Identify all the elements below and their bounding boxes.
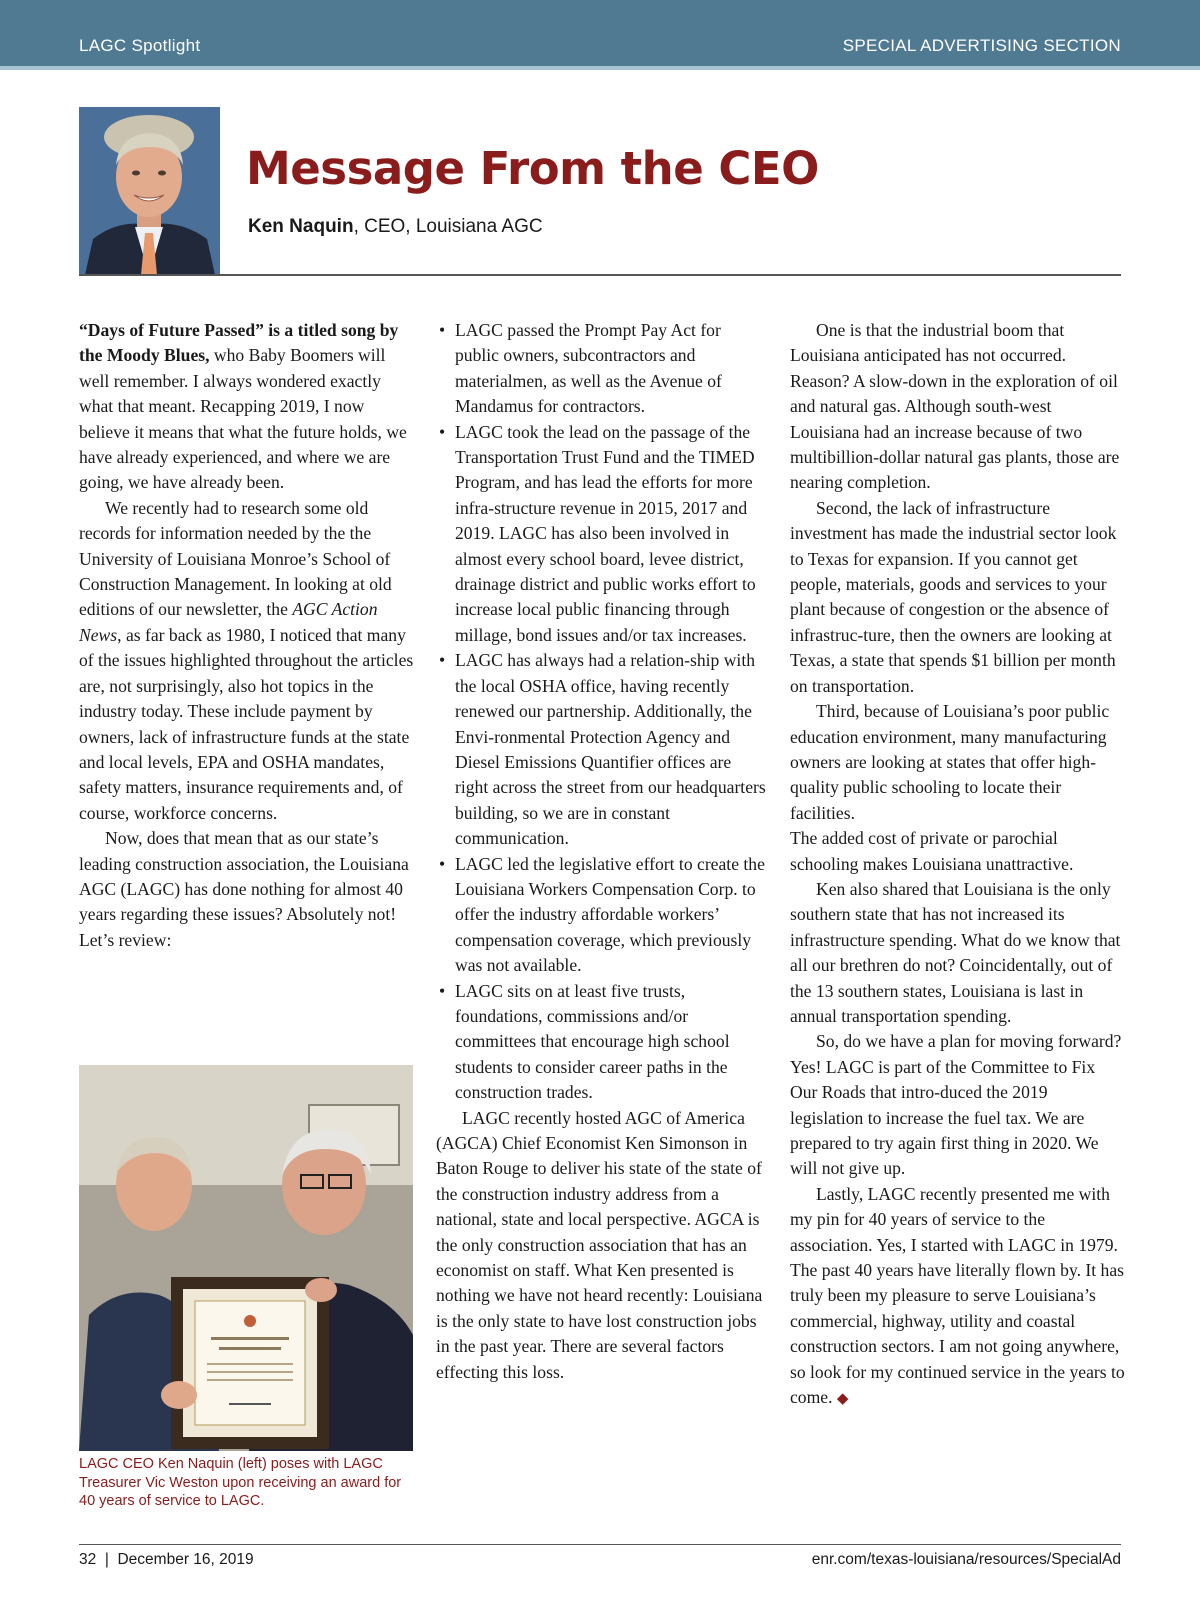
list-item-text: LAGC has always had a relation-ship with the local OSHA office, having recently renewed our partnership. Additionally, the Envi-ronmental Protection Agency and Diesel Emissions Quantifier offices are right across the street from our headquarters building, so we are in constant communication.: [455, 650, 766, 849]
col3-paragraph-3: Third, because of Louisiana’s poor public education environment, many manufacturing owners are looking at states that offer high-quality public schooling to locate their facilities.: [790, 701, 1110, 823]
list-item-text: LAGC took the lead on the passage of the Transportation Trust Fund and the TIMED Program, and has lead the efforts for more infra-structure revenue in 2015, 2017 and 2019. LAGC has also been involved in almost every school board, levee district, drainage district and public works effort to increase local public financing through millage, bond issues and/or tax increases.: [455, 421, 756, 645]
article-title: Message From the CEO: [246, 142, 819, 195]
list-item: [436, 648, 768, 851]
ceo-portrait: [79, 107, 220, 275]
end-mark-icon: ◆: [836, 1391, 849, 1408]
col2-paragraph: LAGC recently hosted AGC of America (AGCA) Chief Economist Ken Simonson in Baton Rouge to deliver his state of the state of the construction industry address from a national, state and local perspective. AGCA is the only construction association that has an economist on staff. What Ken presented is nothing we have not heard recently: Louisiana is the only state to have lost construction jobs in the past year. There are several factors effecting this loss.: [436, 1107, 763, 1382]
bullet-glyph: •: [439, 650, 446, 671]
list-item-text: LAGC led the legislative effort to create the Louisiana Workers Compensation Corp. to offer the industry affordable workers’ compensation coverage, which previously was not available.: [455, 853, 765, 976]
page-info: 32 | December 16, 2019: [79, 1551, 254, 1568]
col1-paragraph-3: Now, does that mean that as our state’s leading construction association, the Louisiana AGC (LAGC) has done nothing for almost 40 years regarding these issues? Absolutely not! Let’s review:: [79, 828, 409, 950]
col3-paragraph-6: [790, 1182, 1125, 1413]
newsletter-title: AGC Action News: [79, 599, 378, 645]
bullet-glyph: •: [439, 980, 446, 1001]
col3-paragraph-1: One is that the industrial boom that Louisiana anticipated has not occurred. Reason? A slow-down in the exploration of oil and natural gas. Although south-west Louisiana had an increase because of two multibillion-dollar natural gas plants, those are nearing completion.: [790, 320, 1120, 493]
column-1: [79, 318, 419, 953]
column-3: [790, 318, 1125, 1412]
col1-paragraph-2: [79, 496, 419, 826]
col3-paragraph-3b: The added cost of private or parochial schooling makes Louisiana unattractive.: [790, 828, 1074, 874]
photo-caption: LAGC CEO Ken Naquin (left) poses with LAGC Treasurer Vic Weston upon receiving an award for 40 years of service to LAGC.: [79, 1456, 402, 1509]
col1-p2-before: We recently had to research some old records for information needed by the the University of Louisiana Monroe’s School of Construction Management. In looking at old editions of our newsletter, the: [79, 497, 392, 620]
col3-paragraph-4: Ken also shared that Louisiana is the only southern state that has not increased its infrastructure spending. What do we know that all our brethren do not? Coincidentally, out of the 13 southern states, Louisiana is last in annual transportation spending.: [790, 878, 1121, 1026]
byline: [248, 216, 543, 238]
col1-paragraph-1: [79, 318, 419, 496]
advertising-label: SPECIAL ADVERTISING SECTION: [842, 36, 1121, 55]
list-item-text: LAGC passed the Prompt Pay Act for public owners, subcontractors and materialmen, as well as the Avenue of Mandamus for contractors.: [455, 320, 722, 417]
header-divider: [79, 274, 1121, 276]
list-item: [436, 852, 768, 979]
col1-p2-after: , as far back as 1980, I noticed that many of the issues highlighted throughout the articles are, not surprisingly, also hot topics in the industry today. These include payment by owners, lack of infrastructure funds at the state and local levels, EPA and OSHA mandates, safety matters, insurance requirements and, of course, workforce concerns.: [79, 624, 414, 823]
footer-url: enr.com/texas-louisiana/resources/SpecialAd: [811, 1551, 1121, 1568]
bullet-glyph: •: [439, 421, 446, 442]
author-name: Ken Naquin: [248, 216, 354, 237]
author-title: , CEO, Louisiana AGC: [353, 216, 543, 237]
col3-p6-text: Lastly, LAGC recently presented me with my pin for 40 years of service to the association. Yes, I started with LAGC in 1979. The past 40 years have literally flown by. It has truly been my pleasure to serve Louisiana’s commercial, highway, utility and coastal construction sectors. I am not going anywhere, so look for my continued service in the years to come.: [790, 1183, 1125, 1408]
footer-divider: [79, 1544, 1121, 1545]
list-item: [436, 318, 768, 420]
award-photo: [79, 1065, 413, 1451]
col1-p1-body: who Baby Boomers will well remember. I always wondered exactly what that meant. Recapping 2019, I now believe it means that what the future holds, we have already experienced, and where we are going, we have already been.: [79, 345, 407, 493]
top-banner: [0, 0, 1200, 70]
accomplishments-list: [436, 318, 768, 1106]
bullet-glyph: •: [439, 320, 446, 340]
column-2: [436, 318, 768, 1385]
col1-lead-text: “Days of Future Passed” is a titled song by the Moody Blues,: [79, 320, 399, 366]
col3-paragraph-2: Second, the lack of infrastructure investment has made the industrial sector look to Texas for expansion. If you cannot get people, materials, goods and services to your plant because of congestion or the absence of infrastruc-ture, then the owners are looking at Texas, a state that spends $1 billion per month on transportation.: [790, 497, 1117, 696]
bullet-glyph: •: [439, 853, 446, 874]
col3-paragraph-5: So, do we have a plan for moving forward? Yes! LAGC is part of the Committee to Fix Our Roads that intro-duced the 2019 legislation to increase the fuel tax. We are prepared to try again first thing in 2020. We will not give up.: [790, 1031, 1122, 1179]
section-label: LAGC Spotlight: [79, 36, 201, 55]
list-item-text: LAGC sits on at least five trusts, foundations, commissions and/or committees that encourage high school students to consider career paths in the construction trades.: [455, 980, 730, 1103]
list-item: [436, 979, 768, 1106]
list-item: [436, 420, 768, 649]
